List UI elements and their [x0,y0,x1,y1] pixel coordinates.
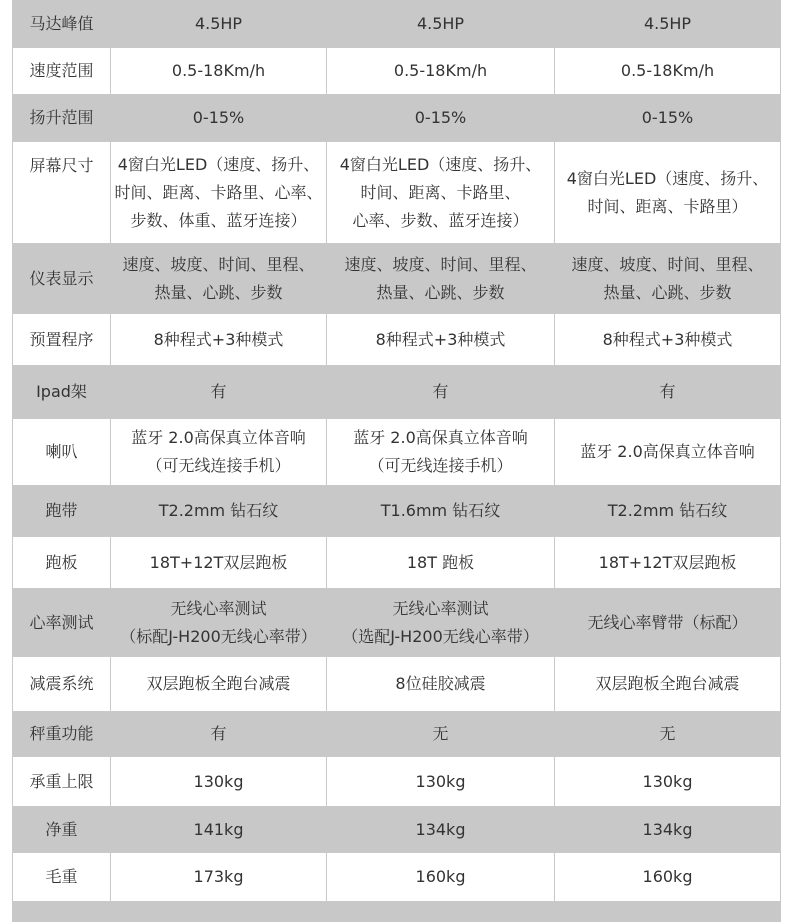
cell-value: 8种程式+3种模式 [327,314,555,366]
cell-value: 141kg [111,807,327,853]
cell-value: 有 [555,366,781,419]
row-shock-absorption [13,657,781,712]
cell-value: 160kg [555,853,781,902]
cell-value: 160kg [327,853,555,902]
cell-value: 173kg [111,853,327,902]
cell-value: 134kg [327,807,555,853]
cell-value: 无线心率测试 （选配J-H200无线心率带） [327,589,555,657]
cell-value: 双层跑板全跑台减震 [555,657,781,712]
cell-value [327,902,555,922]
row-heart-rate [13,589,781,657]
cell-value: 4.5HP [111,1,327,48]
row-gross-weight [13,853,781,902]
cell-value [111,902,327,922]
cell-value: 无线心率臂带（标配） [555,589,781,657]
cell-value: T2.2mm 钻石纹 [111,486,327,537]
spec-table [12,0,781,922]
cell-value: T2.2mm 钻石纹 [555,486,781,537]
row-label: 喇叭 [13,419,111,486]
row-label: 仪表显示 [13,244,111,314]
cell-value: 蓝牙 2.0高保真立体音响 （可无线连接手机） [111,419,327,486]
cell-value: 蓝牙 2.0高保真立体音响 （可无线连接手机） [327,419,555,486]
row-label: 毛重 [13,853,111,902]
row-label: 跑带 [13,486,111,537]
row-max-load [13,757,781,807]
cell-value: 130kg [555,757,781,807]
row-programs [13,314,781,366]
cell-value: 18T 跑板 [327,537,555,589]
cell-value: 0-15% [327,95,555,142]
row-weighing [13,712,781,757]
cell-value: T1.6mm 钻石纹 [327,486,555,537]
cell-value: 无线心率测试 （标配J-H200无线心率带） [111,589,327,657]
cell-value: 8位硅胶减震 [327,657,555,712]
cell-value: 0.5-18Km/h [555,48,781,95]
row-ipad-holder [13,366,781,419]
row-label: 马达峰值 [13,1,111,48]
row-speed-range [13,48,781,95]
cell-value: 无 [327,712,555,757]
row-label: 心率测试 [13,589,111,657]
row-label: 秤重功能 [13,712,111,757]
cell-value: 无 [555,712,781,757]
cell-value: 0.5-18Km/h [327,48,555,95]
cell-value: 8种程式+3种模式 [555,314,781,366]
row-running-board [13,537,781,589]
cell-value: 18T+12T双层跑板 [555,537,781,589]
cell-value: 134kg [555,807,781,853]
row-speaker [13,419,781,486]
cell-value: 4窗白光LED（速度、扬升、 时间、距离、卡路里、心率、 步数、体重、蓝牙连接） [111,142,327,244]
cell-value: 速度、坡度、时间、里程、 热量、心跳、步数 [327,244,555,314]
row-label: 净重 [13,807,111,853]
row-label: 屏幕尺寸 [13,142,111,244]
cell-value: 4.5HP [555,1,781,48]
cell-value: 速度、坡度、时间、里程、 热量、心跳、步数 [111,244,327,314]
cell-value [555,902,781,922]
cell-value: 4窗白光LED（速度、扬升、 时间、距离、卡路里、 心率、步数、蓝牙连接） [327,142,555,244]
cell-value: 有 [111,366,327,419]
row-label: 跑板 [13,537,111,589]
cell-value: 有 [327,366,555,419]
row-display [13,244,781,314]
row-label: 速度范围 [13,48,111,95]
row-label: Ipad架 [13,366,111,419]
cell-value: 130kg [327,757,555,807]
cell-value: 4.5HP [327,1,555,48]
cell-value: 4窗白光LED（速度、扬升、 时间、距离、卡路里） [555,142,781,244]
row-net-weight [13,807,781,853]
row-motor-peak [13,1,781,48]
cell-value: 0-15% [555,95,781,142]
row-label: 预置程序 [13,314,111,366]
cell-value: 蓝牙 2.0高保真立体音响 [555,419,781,486]
row-incline-range [13,95,781,142]
row-label: 承重上限 [13,757,111,807]
cell-value: 18T+12T双层跑板 [111,537,327,589]
cell-value: 0-15% [111,95,327,142]
cell-value: 速度、坡度、时间、里程、 热量、心跳、步数 [555,244,781,314]
cell-value: 130kg [111,757,327,807]
row-screen-size [13,142,781,244]
cell-value: 8种程式+3种模式 [111,314,327,366]
row-running-belt [13,486,781,537]
row-label: 扬升范围 [13,95,111,142]
cell-value: 0.5-18Km/h [111,48,327,95]
cell-value: 有 [111,712,327,757]
row-cut-off [13,902,781,922]
row-label: 减震系统 [13,657,111,712]
cell-value: 双层跑板全跑台减震 [111,657,327,712]
row-label [13,902,111,922]
